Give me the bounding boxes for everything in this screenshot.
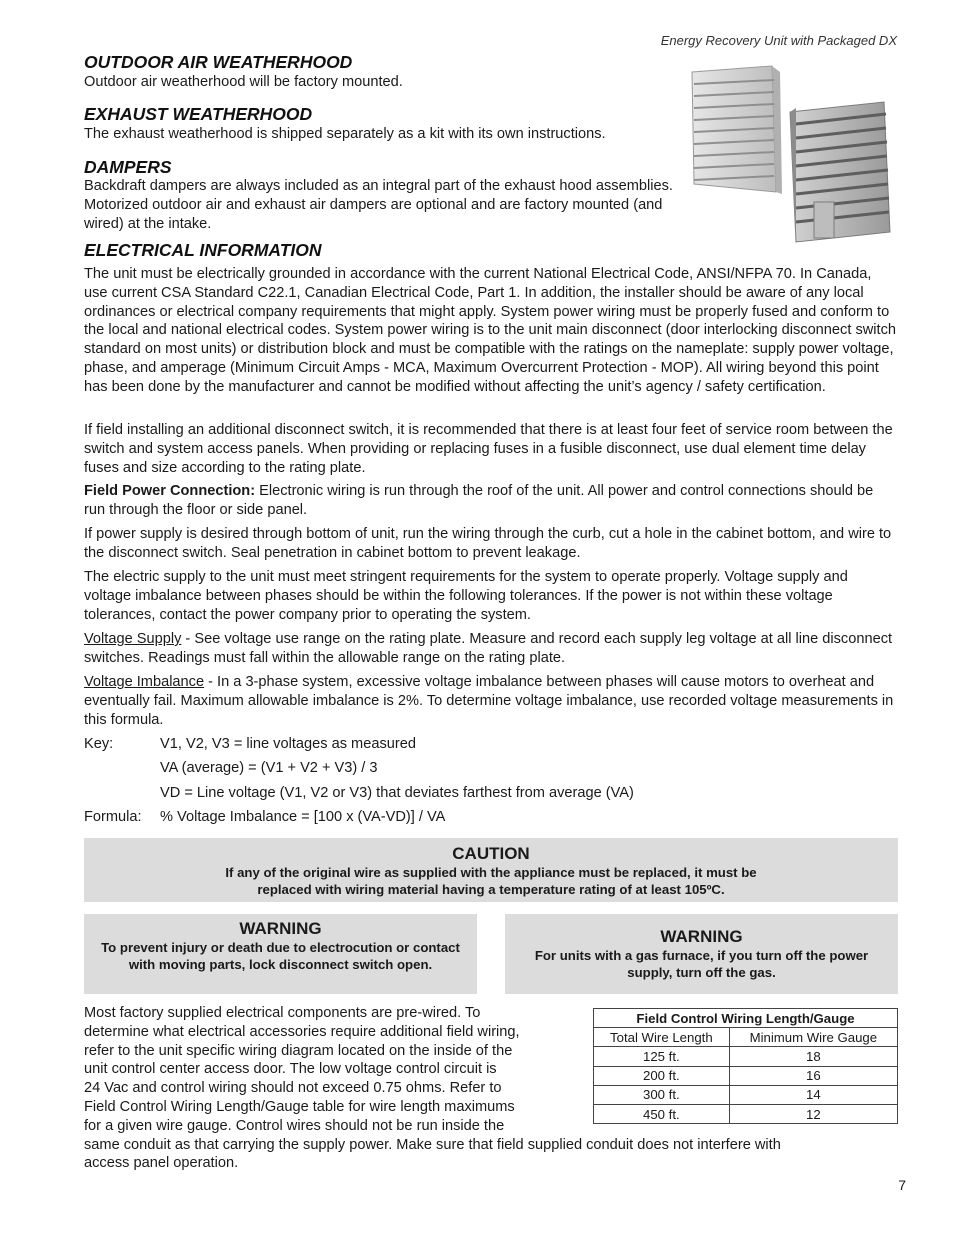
electrical-paragraph-5: The electric supply to the unit must meet stringent requirements for the system to operate properly. Voltage supply and voltage imbalance between phases should be within the following tolerances. If the power is not within these voltage tolerances, contact the power company prior to operating the system.: [84, 569, 848, 623]
warning-right-title: WARNING: [660, 927, 743, 946]
voltage-imbalance-label: Voltage Imbalance: [84, 674, 205, 690]
warning-right-text: For units with a gas furnace, if you turn off the power supply, turn off the gas.: [534, 948, 869, 980]
electrical-heading: ELECTRICAL INFORMATION: [84, 240, 322, 260]
outdoor-weatherhood-text: Outdoor air weatherhood will be factory mounted.: [84, 74, 403, 90]
table-cell-length: 450 ft.: [594, 1104, 730, 1123]
table-cell-gauge: 16: [729, 1066, 897, 1085]
table-cell-length: 300 ft.: [594, 1085, 730, 1104]
table-row: [594, 1085, 898, 1104]
table-cell-gauge: 14: [729, 1085, 897, 1104]
voltage-imbalance-text: - In a 3-phase system, excessive voltage imbalance between phases will cause motors to overheat and eventually fail. Maximum allowable imbalance is 2%. To determine voltage imbalance, use recorded voltage measurements in this formula.: [84, 674, 894, 728]
warning-left-text: To prevent injury or death due to electrocution or contact with moving parts, lock disconnect switch open.: [101, 940, 460, 972]
exhaust-weatherhood-heading: EXHAUST WEATHERHOOD: [84, 104, 313, 124]
weatherhood-photos: [684, 62, 900, 244]
wiring-notes-line: Most factory supplied electrical components are pre-wired. To: [84, 1005, 481, 1021]
warning-box-left: [84, 914, 477, 994]
dampers-heading: DAMPERS: [84, 157, 172, 177]
wiring-notes-line: Field Control Wiring Length/Gauge table for wire length maximums: [84, 1098, 515, 1115]
warning-box-right: [505, 914, 898, 994]
wiring-notes-line: determine what electrical accessories require additional field wiring,: [84, 1023, 520, 1040]
exhaust-weatherhood-image: [790, 102, 890, 242]
table-row: [594, 1104, 898, 1123]
warning-left-title: WARNING: [239, 919, 322, 938]
table-row: [594, 1047, 898, 1066]
voltage-imbalance-paragraph: [84, 673, 898, 729]
table-header-row: [594, 1028, 898, 1047]
key-line-2: VA (average) = (V1 + V2 + V3) / 3: [160, 760, 378, 776]
wiring-notes-line: 24 Vac and control wiring should not exceed 0.75 ohms. Refer to: [84, 1080, 502, 1097]
caution-line-1: If any of the original wire as supplied with the appliance must be replaced, it must be: [225, 865, 757, 880]
wiring-notes-line: same conduit as that carrying the supply power. Make sure that field supplied conduit does not interfere with: [84, 1136, 781, 1153]
caution-box: [84, 838, 898, 902]
table-title-row: [594, 1009, 898, 1028]
table-cell-gauge: 12: [729, 1104, 897, 1123]
column-header-length: Total Wire Length: [594, 1028, 730, 1047]
table-title: Field Control Wiring Length/Gauge: [594, 1009, 898, 1028]
voltage-supply-paragraph: [84, 630, 898, 668]
wire-gauge-table: [593, 1008, 898, 1124]
table-cell-gauge: 18: [729, 1047, 897, 1066]
table-cell-length: 125 ft.: [594, 1047, 730, 1066]
caution-title: CAUTION: [452, 844, 530, 863]
field-power-connection-label: Field Power Connection:: [84, 483, 256, 499]
key-line-1: V1, V2, V3 = line voltages as measured: [160, 736, 416, 752]
wiring-notes-line: for a given wire gauge. Control wires should not be run inside the: [84, 1117, 505, 1134]
key-line-3: VD = Line voltage (V1, V2 or V3) that deviates farthest from average (VA): [160, 785, 634, 801]
table-row: [594, 1066, 898, 1085]
formula-label: Formula:: [84, 809, 142, 825]
outdoor-weatherhood-heading: OUTDOOR AIR WEATHERHOOD: [84, 52, 353, 72]
caution-line-2: replaced with wiring material having a temperature rating of at least 105ºC.: [257, 882, 725, 897]
voltage-supply-text: - See voltage use range on the rating plate. Measure and record each supply leg voltage at all line disconnect switches. Readings must fall within the allowable range on the rating plate.: [84, 631, 893, 666]
table-cell-length: 200 ft.: [594, 1066, 730, 1085]
electrical-paragraph-2: If field installing an additional disconnect switch, it is recommended that there is at least four feet of service room between the switch and system access panels. When providing or replacing fuses in a fusible disconnect, use dual element time delay fuses and size according to the rating plate.: [84, 422, 893, 476]
dampers-text: Backdraft dampers are always included as an integral part of the exhaust hood assemblies. Motorized outdoor air and exhaust air dampers are optional and are factory mounted (and wired) at the intake.: [84, 178, 673, 232]
field-power-connection-text: Electronic wiring is run through the roof of the unit. All power and control connections should be run through the floor or side panel.: [84, 483, 874, 518]
page-number: 7: [898, 1177, 906, 1193]
electrical-paragraph-4: If power supply is desired through bottom of unit, run the wiring through the curb, cut a hole in the cabinet bottom, and wire to the disconnect switch. Seal penetration in cabinet bottom to prevent leakage.: [84, 526, 892, 561]
exhaust-weatherhood-text: The exhaust weatherhood is shipped separately as a kit with its own instructions.: [84, 126, 606, 142]
column-header-gauge: Minimum Wire Gauge: [729, 1028, 897, 1047]
voltage-supply-label: Voltage Supply: [84, 631, 182, 647]
header-doc-title: Energy Recovery Unit with Packaged DX: [660, 33, 897, 48]
electrical-paragraph-1: The unit must be electrically grounded in accordance with the current National Electrical Code, ANSI/NFPA 70. In Canada, use current CSA Standard C22.1, Canadian Electrical Code, Part 1. In addition, the installer should be aware of any local ordinances or electrical company requirements that might apply. System power wiring must be properly fused and conform to the local and national electrical codes. System power wiring is to the unit main disconnect (door interlocking disconnect switch standard on most units) or distribution block and must be compatible with the ratings on the nameplate: supply power voltage, phase, and amperage (Minimum Circuit Amps - MCA, Maximum Overcurrent Protection - MOP). All wiring beyond this point has been done by the manufacturer and cannot be modified without affecting the unit’s agency / safety certification.: [84, 266, 896, 395]
wiring-notes-line: unit control center access door. The low voltage control circuit is: [84, 1061, 497, 1078]
field-power-connection-paragraph: [84, 482, 898, 520]
outdoor-weatherhood-image: [692, 66, 782, 194]
wiring-notes-line: access panel operation.: [84, 1155, 239, 1172]
key-label: Key:: [84, 736, 114, 752]
wiring-notes-line: refer to the unit specific wiring diagram located on the inside of the: [84, 1042, 513, 1059]
formula-text: % Voltage Imbalance = [100 x (VA-VD)] / VA: [160, 809, 446, 825]
